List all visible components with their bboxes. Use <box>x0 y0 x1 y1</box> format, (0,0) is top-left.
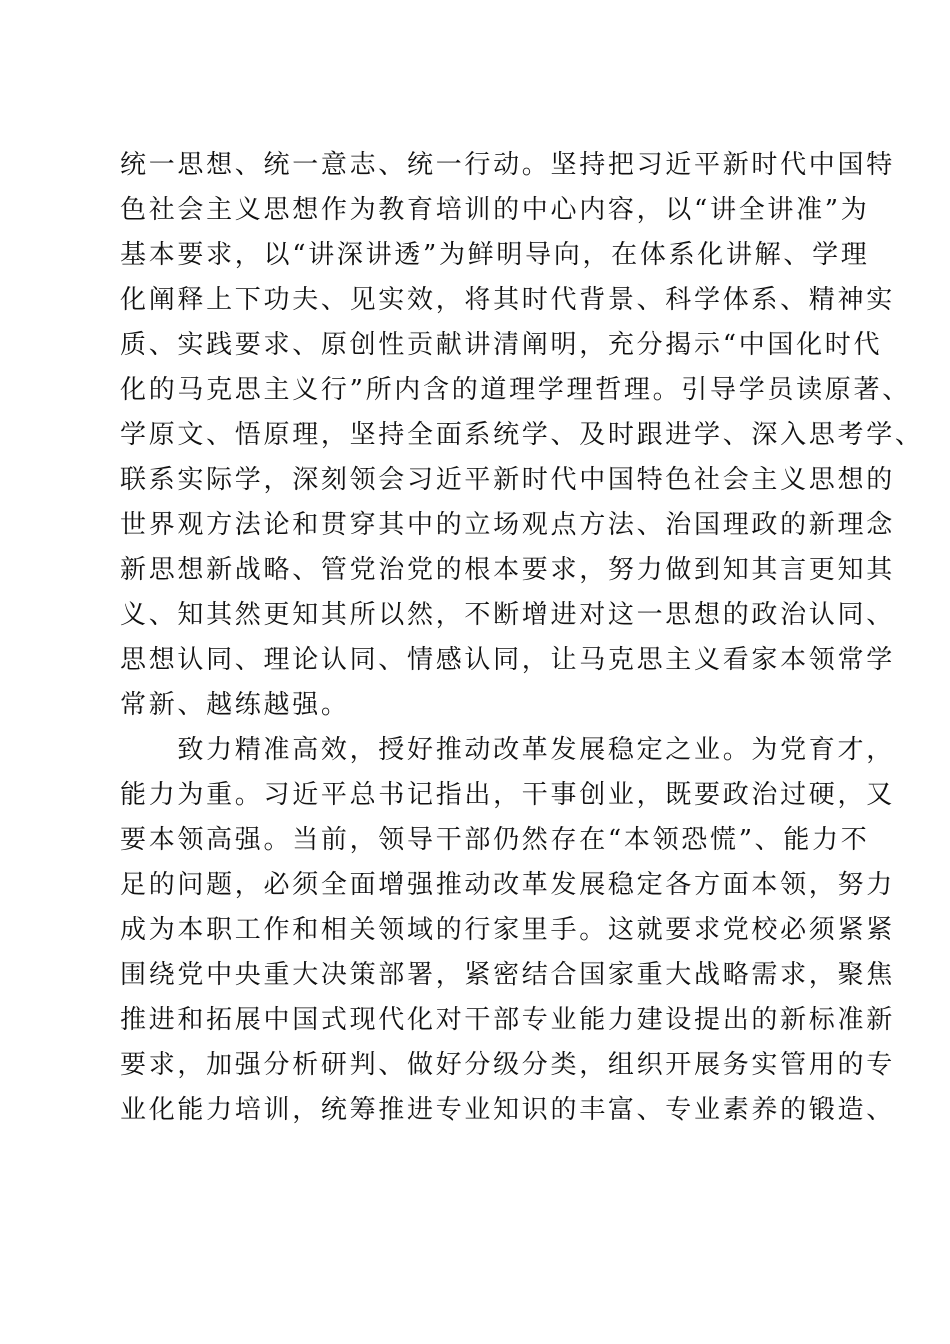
text-line: 色社会主义思想作为教育培训的中心内容，以“讲全讲准”为 <box>120 195 870 225</box>
text-line: 业化能力培训，统筹推进专业知识的丰富、专业素养的锻造、 <box>120 1095 895 1125</box>
text-line: 化阐释上下功夫、见实效，将其时代背景、科学体系、精神实 <box>120 285 895 315</box>
text-line: 学原文、悟原理，坚持全面系统学、及时跟进学、深入思考学、 <box>120 420 924 450</box>
text-line: 推进和拓展中国式现代化对干部专业能力建设提出的新标准新 <box>120 1005 895 1035</box>
text-line: 能力为重。习近平总书记指出，干事创业，既要政治过硬，又 <box>120 780 895 810</box>
body-text <box>120 143 924 1133</box>
text-line: 足的问题，必须全面增强推动改革发展稳定各方面本领，努力 <box>120 870 895 900</box>
text-line: 新思想新战略、管党治党的根本要求，努力做到知其言更知其 <box>120 555 895 585</box>
text-line: 常新、越练越强。 <box>120 690 350 720</box>
text-line: 成为本职工作和相关领域的行家里手。这就要求党校必须紧紧 <box>120 915 895 945</box>
text-line: 质、实践要求、原创性贡献讲清阐明，充分揭示“中国化时代 <box>120 330 883 360</box>
text-line: 化的马克思主义行”所内含的道理学理哲理。引导学员读原著、 <box>120 375 911 405</box>
text-line: 致力精准高效，授好推动改革发展稳定之业。为党育才， <box>120 735 895 765</box>
text-line: 要求，加强分析研判、做好分级分类，组织开展务实管用的专 <box>120 1050 895 1080</box>
text-line: 统一思想、统一意志、统一行动。坚持把习近平新时代中国特 <box>120 150 895 180</box>
text-line: 义、知其然更知其所以然，不断增进对这一思想的政治认同、 <box>120 600 895 630</box>
text-line: 要本领高强。当前，领导干部仍然存在“本领恐慌”、能力不 <box>120 825 870 855</box>
text-line: 围绕党中央重大决策部署，紧密结合国家重大战略需求，聚焦 <box>120 960 895 990</box>
text-line: 联系实际学，深刻领会习近平新时代中国特色社会主义思想的 <box>120 465 895 495</box>
text-line: 基本要求，以“讲深讲透”为鲜明导向，在体系化讲解、学理 <box>120 240 870 270</box>
text-line: 思想认同、理论认同、情感认同，让马克思主义看家本领常学 <box>120 645 895 675</box>
text-line: 世界观方法论和贯穿其中的立场观点方法、治国理政的新理念 <box>120 510 895 540</box>
